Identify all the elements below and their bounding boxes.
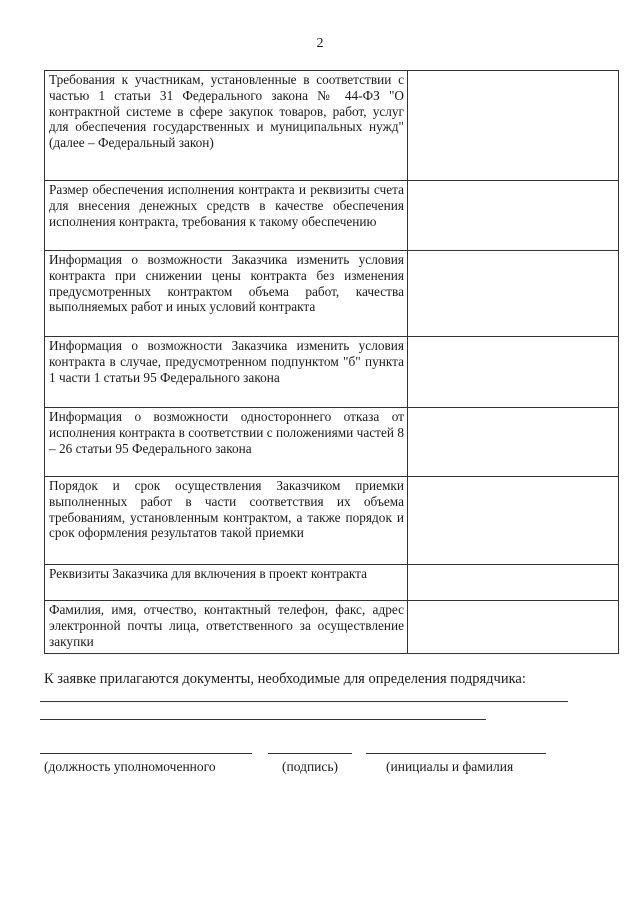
row-label-contract-change-95: Информация о возможности Заказчика изменить условия контракта в случае, предусмотренном подпунктом "б" пункта 1 части 1 статьи 95 Федерального закона — [45, 337, 408, 408]
position-label: (должность уполномоченного — [44, 759, 216, 774]
name-signature-line[interactable] — [366, 753, 546, 754]
attachments-note: К заявке прилагаются документы, необходимые для определения подрядчика: — [44, 671, 526, 687]
row-label-participant-requirements: Требования к участникам, установленные в соответствии с частью 1 статьи 31 Федерального закона № 44-ФЗ "О контрактной системе в сфере закупок товаров, работ, услуг для обеспечения государственных и муниципальных нужд" (далее – Федеральный закон) — [45, 71, 408, 181]
row-value-unilateral-refusal[interactable] — [408, 408, 619, 477]
row-label-price-reduction-change: Информация о возможности Заказчика изменить условия контракта при снижении цены контракта без изменения предусмотренных контрактом объема работ, качества выполняемых работ и иных условий контракта — [45, 251, 408, 337]
name-label: (инициалы и фамилия — [386, 759, 514, 774]
row-value-contract-change-95[interactable] — [408, 337, 619, 408]
row-value-participant-requirements[interactable] — [408, 71, 619, 181]
table-row — [45, 477, 619, 565]
row-label-responsible-person: Фамилия, имя, отчество, контактный телефон, факс, адрес электронной почты лица, ответственного за осуществление закупки — [45, 601, 408, 654]
table-row — [45, 181, 619, 251]
row-value-customer-details[interactable] — [408, 565, 619, 601]
row-label-contract-security: Размер обеспечения исполнения контракта и реквизиты счета для внесения денежных средств в качестве обеспечения исполнения контракта, требования к такому обеспечению — [45, 181, 408, 251]
attachments-line-1[interactable] — [40, 701, 568, 702]
table-row — [45, 251, 619, 337]
table-row — [45, 565, 619, 601]
table-row — [45, 601, 619, 654]
row-value-price-reduction-change[interactable] — [408, 251, 619, 337]
page-number: 2 — [316, 36, 324, 51]
row-value-acceptance-procedure[interactable] — [408, 477, 619, 565]
row-label-customer-details: Реквизиты Заказчика для включения в проект контракта — [45, 565, 408, 601]
table-row — [45, 408, 619, 477]
row-label-unilateral-refusal: Информация о возможности одностороннего отказа от исполнения контракта в соответствии с положениями частей 8 – 26 статьи 95 Федерального закона — [45, 408, 408, 477]
signature-line[interactable] — [268, 753, 352, 754]
table-row — [45, 337, 619, 408]
application-form-table — [44, 70, 619, 654]
attachments-line-2[interactable] — [40, 719, 486, 720]
row-value-contract-security[interactable] — [408, 181, 619, 251]
row-value-responsible-person[interactable] — [408, 601, 619, 654]
position-signature-line[interactable] — [40, 753, 252, 754]
table-row — [45, 71, 619, 181]
signature-label: (подпись) — [282, 759, 339, 774]
row-label-acceptance-procedure: Порядок и срок осуществления Заказчиком приемки выполненных работ в части соответствия их объема требованиям, установленным контрактом, а также порядок и срок оформления результатов такой приемки — [45, 477, 408, 565]
